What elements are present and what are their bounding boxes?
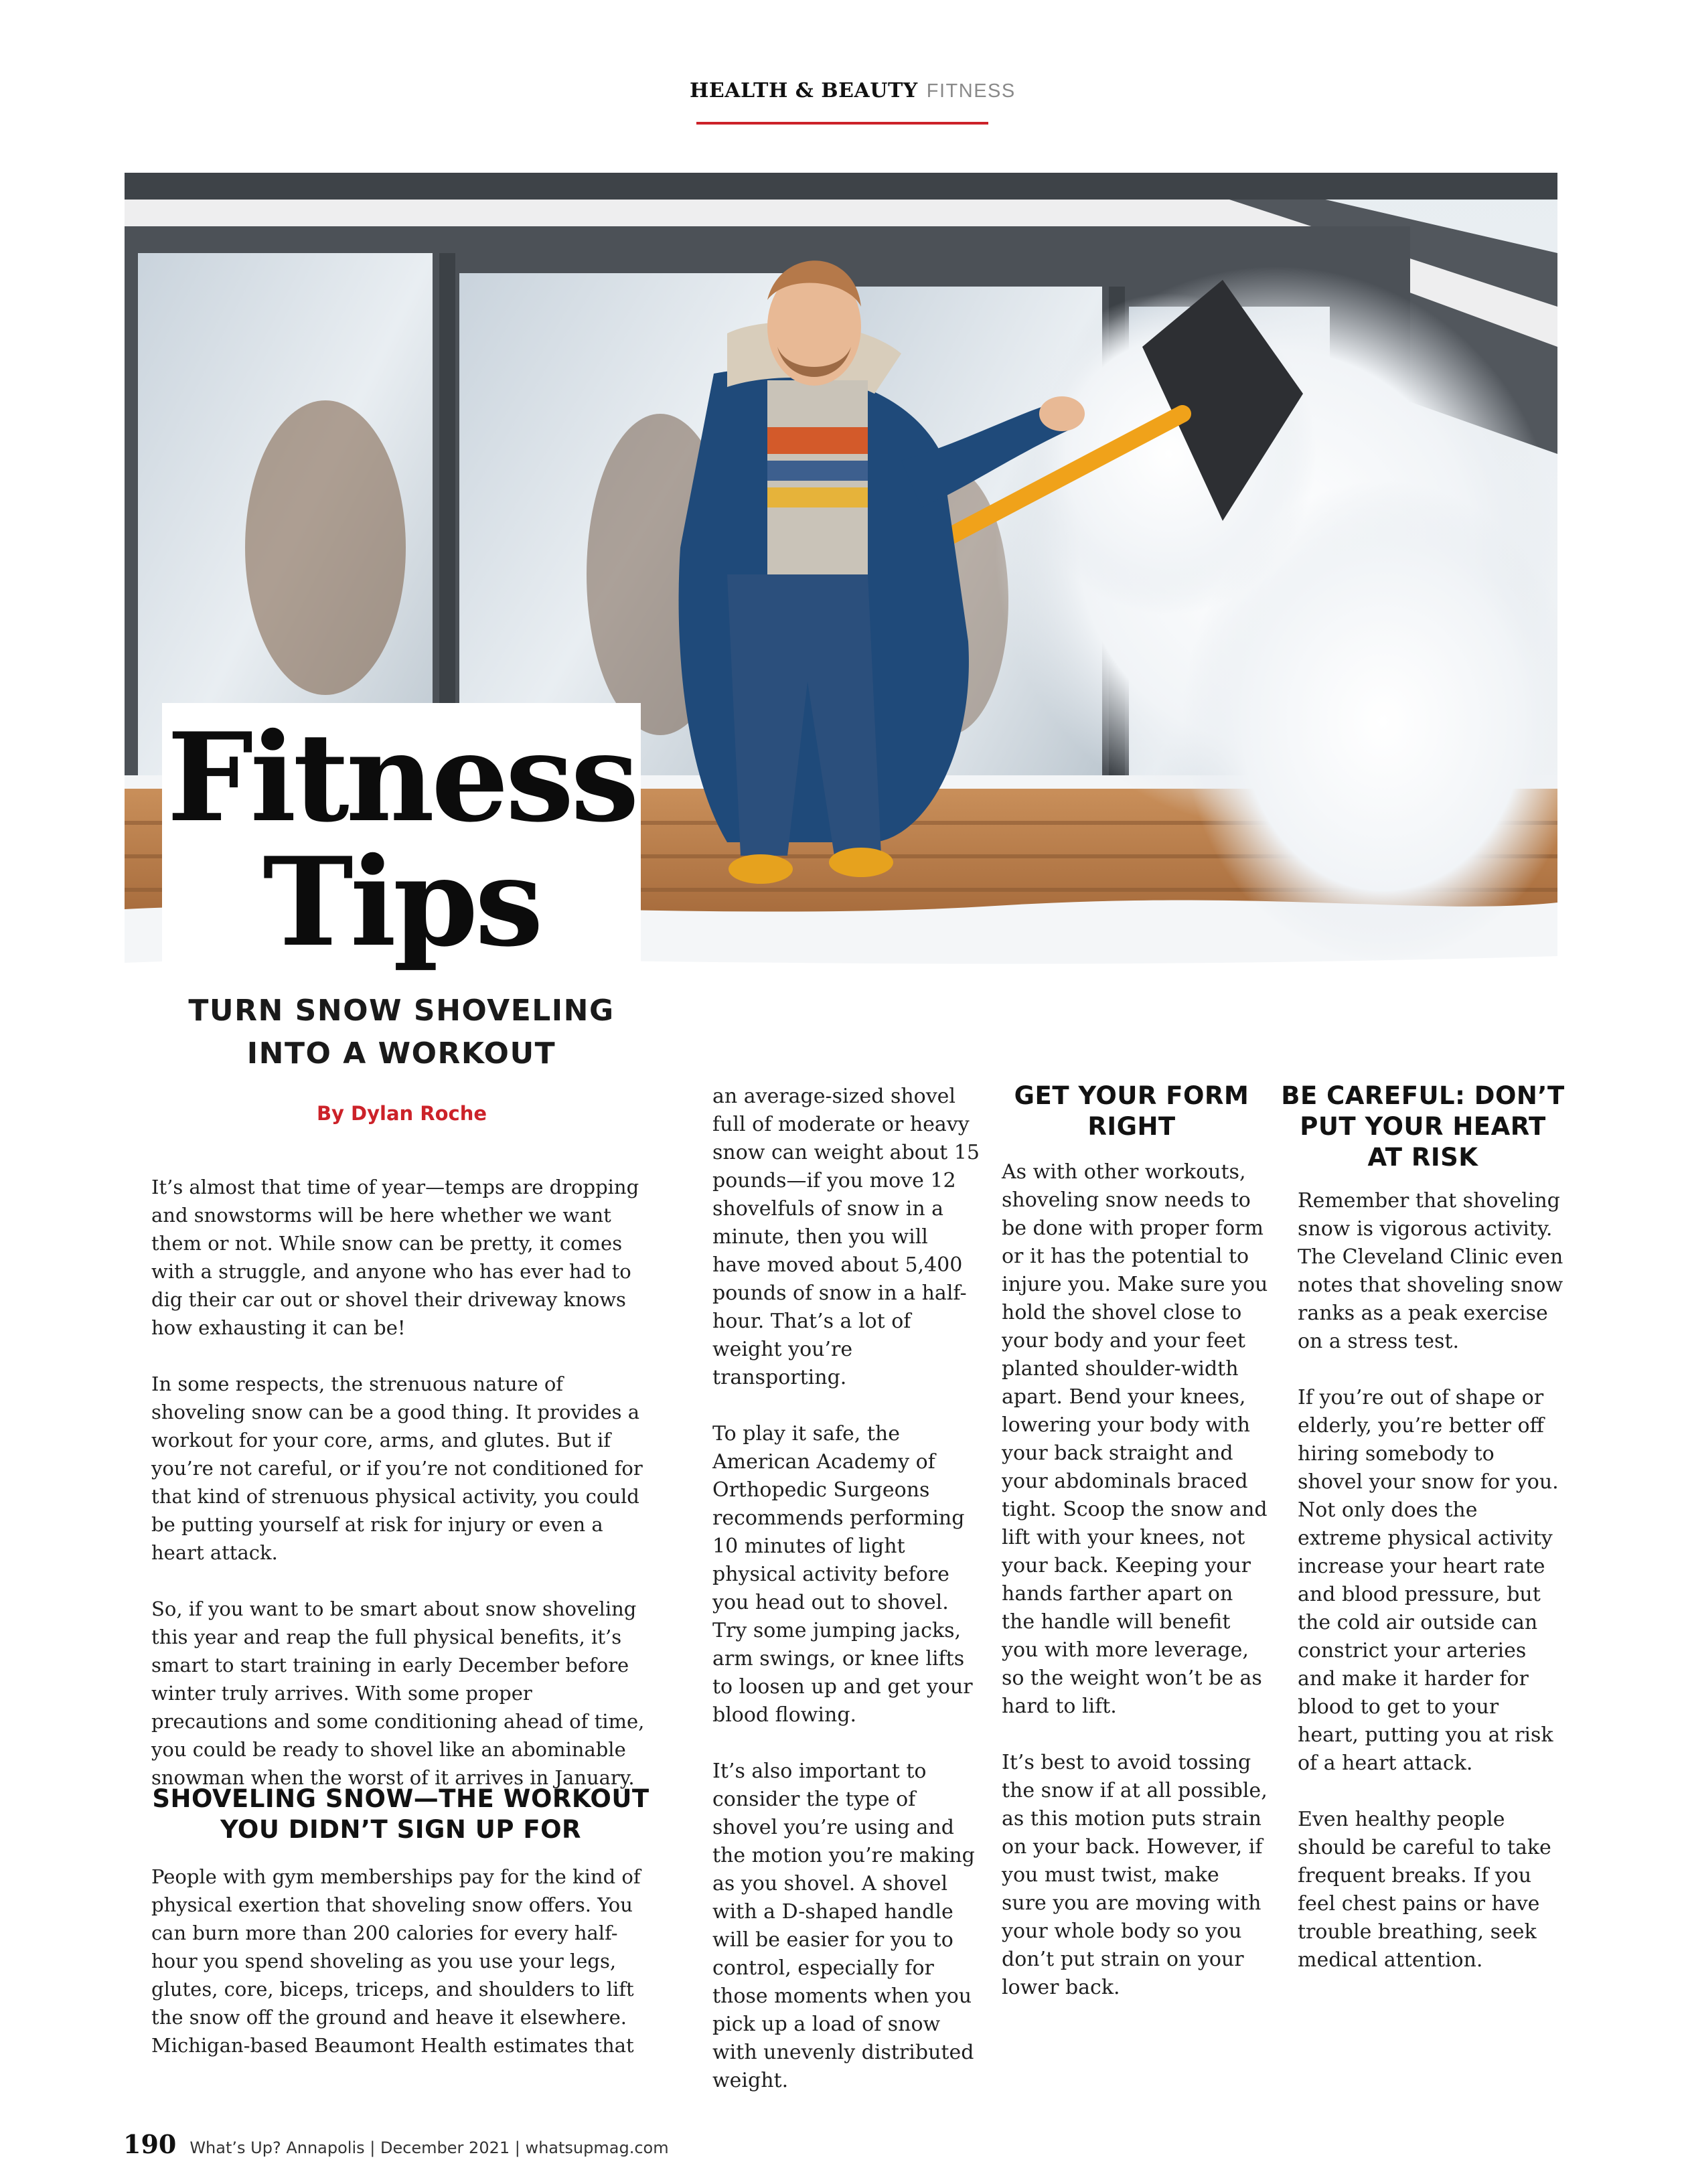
body-paragraph: As with other workouts, shoveling snow needs to be done with proper form or it has the potential to injure you. Make sure you hold the shovel close to your body and your feet planted shoulder-width apart. Bend your knees, lowering your body with your back straight and your abdominals braced tight. Scoop the snow and lift with your knees, not your back. Keeping your hands farther apart on the handle will benefit you with more leverage, so the weight won’t be as hard to lift. [1002, 1160, 1268, 1718]
body-paragraph: To play it safe, the American Academy of Orthopedic Surgeons recommends performing 10 minutes of light physical activity before you head out to shovel. Try some jumping jacks, arm swings, or knee lifts to loosen up and get your blood flowing. [712, 1422, 973, 1727]
article-column-4 [1298, 1187, 1565, 1974]
body-paragraph: It’s almost that time of year—temps are dropping and snowstorms will be here whether we want them or not. While snow can be pretty, it comes with a struggle, and anyone who has ever had to dig their car out or shovel their driveway knows how exhausting it can be! [151, 1176, 639, 1339]
article-column-2 [712, 1083, 980, 2095]
title-line-1: Fitness [167, 706, 636, 849]
subtitle-line-2: INTO A WORKOUT [246, 1036, 556, 1071]
body-paragraph: People with gym memberships pay for the kind of physical exertion that shoveling snow offers. You can burn more than 200 calories for every half-hour you spend shoveling as you use your legs, glutes, core, biceps, triceps, and shoulders to lift the snow off the ground and heave it elsewhere. Michigan-based Beaumont Health estimates that [151, 1865, 641, 2057]
page-number: 190 [123, 2129, 177, 2159]
subhead-form: GET YOUR FORM RIGHT [1014, 1081, 1249, 1141]
article-column-3 [1002, 1158, 1270, 2002]
body-paragraph: It’s also important to consider the type of shovel you’re using and the motion you’re making as you shovel. A shovel with a D-shaped handle will be easier for you to control, especially for those moments when you pick up a load of snow with unevenly distributed weight. [712, 1760, 975, 2092]
title-line-2: Tips [262, 830, 540, 973]
subtitle-line-1: TURN SNOW SHOVELING [188, 994, 615, 1028]
page-footer [123, 2129, 669, 2163]
body-paragraph: It’s best to avoid tossing the snow if at all possible, as this motion puts strain on your back. However, if you must twist, make sure you are moving with your whole body so you don’t put strain on your lower back. [1002, 1751, 1268, 1999]
article-column-1-continued [151, 1863, 650, 2059]
subhead-heart: BE CAREFUL: DON’T PUT YOUR HEART AT RISK [1281, 1081, 1565, 1172]
subhead-workout: SHOVELING SNOW—THE WORKOUT YOU DIDN’T SIGN UP FOR [152, 1784, 649, 1844]
section-divider [696, 122, 988, 125]
body-paragraph: Even healthy people should be careful to take frequent breaks. If you feel chest pains or have trouble breathing, seek medical attention. [1298, 1808, 1551, 1972]
byline: By Dylan Roche [316, 1102, 487, 1125]
body-paragraph: an average-sized shovel full of moderate or heavy snow can weight about 15 pounds—if you move 12 shovelfuls of snow in a minute, then you will have moved about 5,400 pounds of snow in a half-hour. That’s a lot of weight you’re transporting. [712, 1085, 980, 1389]
publication-info: What’s Up? Annapolis | December 2021 | whatsupmag.com [189, 2138, 669, 2157]
body-paragraph: In some respects, the strenuous nature of shoveling snow can be a good thing. It provides a workout for your core, arms, and glutes. But if you’re not careful, or if you’re not conditioned for that kind of strenuous physical activity, you could be putting yourself at risk for injury or even a heart attack. [151, 1373, 643, 1564]
article-column-1 [151, 1173, 650, 1792]
body-paragraph: So, if you want to be smart about snow shoveling this year and reap the full physical benefits, it’s smart to start training in early December before winter truly arrives. With some proper precautions and some conditioning ahead of time, you could be ready to shovel like an abominable snowman when the worst of it arrives in January. [151, 1597, 645, 1789]
section-header [690, 79, 1016, 129]
section-label: HEALTH & BEAUTY [690, 79, 918, 102]
body-paragraph: If you’re out of shape or elderly, you’re better off hiring somebody to shovel your snow for you. Not only does the extreme physical activity increase your heart rate and blood pressure, but the cold air outside can constrict your arteries and make it harder for blood to get to your heart, putting you at risk of a heart attack. [1298, 1386, 1559, 1775]
article-title [162, 706, 641, 973]
body-paragraph: Remember that shoveling snow is vigorous activity. The Cleveland Clinic even notes that shoveling snow ranks as a peak exercise on a stress test. [1298, 1189, 1563, 1353]
subsection-label: FITNESS [926, 80, 1016, 102]
article-subtitle [162, 990, 641, 1075]
